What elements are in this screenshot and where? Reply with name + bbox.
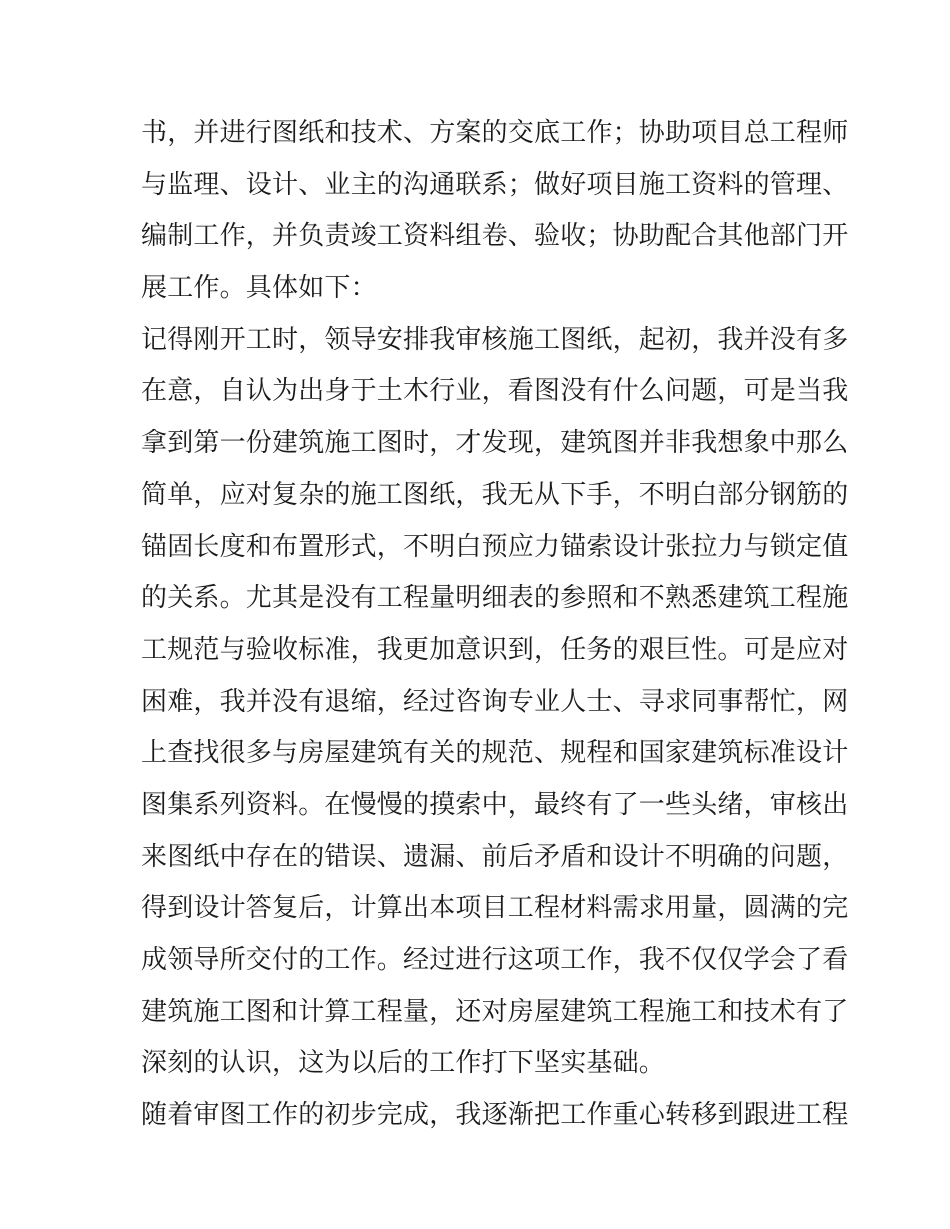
text-line: 困难，我并没有退缩，经过咨询专业人士、寻求同事帮忙，网: [141, 686, 849, 717]
body-text: [141, 108, 849, 1142]
text-line: 简单，应对复杂的施工图纸，我无从下手，不明白部分钢筋的: [141, 479, 849, 510]
text-line: 的关系。尤其是没有工程量明细表的参照和不熟悉建筑工程施: [141, 583, 849, 614]
text-line: 与监理、设计、业主的沟通联系；做好项目施工资料的管理、: [141, 169, 849, 200]
text-line: 工规范与验收标准，我更加意识到，任务的艰巨性。可是应对: [141, 634, 849, 665]
text-line: 记得刚开工时，领导安排我审核施工图纸，起初，我并没有多: [141, 324, 849, 355]
text-line: 编制工作，并负责竣工资料组卷、验收；协助配合其他部门开: [141, 221, 849, 252]
text-line: 来图纸中存在的错误、遗漏、前后矛盾和设计不明确的问题，: [141, 841, 849, 872]
text-line: 成领导所交付的工作。经过进行这项工作，我不仅仅学会了看: [141, 945, 849, 975]
text-line: 书，并进行图纸和技术、方案的交底工作；协助项目总工程师: [141, 118, 849, 148]
text-line: 图集系列资料。在慢慢的摸索中，最终有了一些头绪，审核出: [141, 789, 849, 820]
text-line: 上查找很多与房屋建筑有关的规范、规程和国家建筑标准设计: [141, 738, 849, 769]
text-line: 随着审图工作的初步完成，我逐渐把工作重心转移到跟进工程: [141, 1100, 849, 1131]
text-line: 得到设计答复后，计算出本项目工程材料需求用量，圆满的完: [141, 893, 849, 924]
text-line: 拿到第一份建筑施工图时，才发现，建筑图并非我想象中那么: [141, 428, 849, 459]
text-line: 建筑施工图和计算工程量，还对房屋建筑工程施工和技术有了: [141, 996, 849, 1027]
text-line: 展工作。具体如下：: [141, 273, 377, 304]
text-line: 锚固长度和布置形式，不明白预应力锚索设计张拉力与锁定值: [141, 531, 849, 562]
text-line: 深刻的认识，这为以后的工作打下坚实基础。: [141, 1048, 666, 1079]
text-line: 在意，自认为出身于土木行业，看图没有什么问题，可是当我: [141, 376, 849, 407]
